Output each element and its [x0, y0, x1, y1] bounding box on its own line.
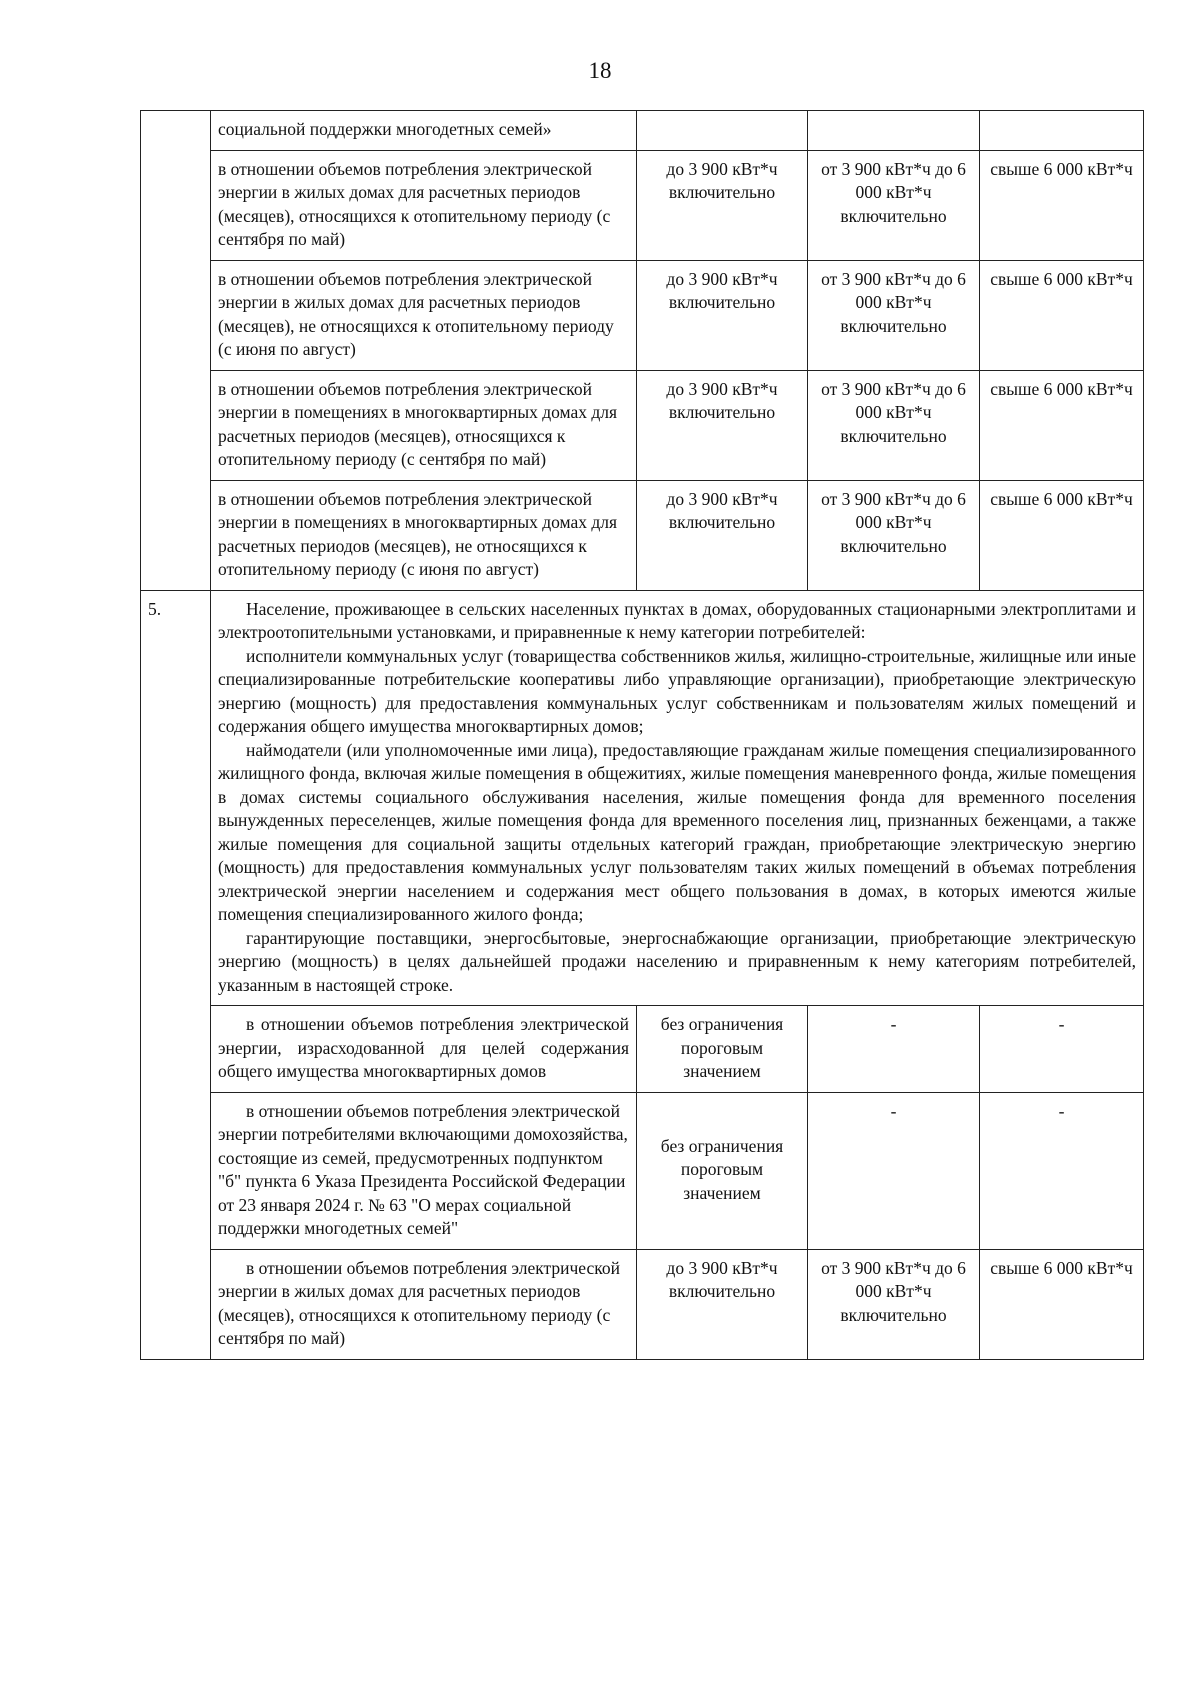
- tariff-table: [140, 110, 1144, 1360]
- section-paragraph: исполнители коммунальных услуг (товарищества собственников жилья, жилищно-строительные, жилищные или иные специализированные потребительские кооперативы либо управляющие организации), приобретающие электрическую энергию (мощность) для предоставления коммунальных услуг собственникам и пользователям жилых помещений и содержания общего имущества многоквартирных домов;: [218, 645, 1136, 736]
- table-row: [141, 480, 1144, 590]
- row-description: в отношении объемов потребления электрической энергии в помещениях в многоквартирных домах для расчетных периодов (месяцев), не относящихся к отопительному периоду (с июня по август): [211, 480, 637, 590]
- table-row: [141, 1092, 1144, 1249]
- table-row-continuation: [141, 111, 1144, 151]
- row-description: в отношении объемов потребления электрической энергии в помещениях в многоквартирных домах для расчетных периодов (месяцев), относящихся к отопительному периоду (с сентября по май): [211, 370, 637, 480]
- row-description: в отношении объемов потребления электрической энергии в жилых домах для расчетных периодов (месяцев), относящихся к отопительному периоду (с сентября по май): [211, 1249, 637, 1359]
- row-description: социальной поддержки многодетных семей»: [211, 111, 637, 151]
- value-cell-empty: [980, 111, 1144, 151]
- section-5-text: [211, 590, 1144, 1006]
- threshold-high: -: [980, 1092, 1144, 1249]
- threshold-low: до 3 900 кВт*ч включительно: [637, 1249, 808, 1359]
- threshold-low: без ограничения пороговым значением: [637, 1006, 808, 1093]
- threshold-mid: от 3 900 кВт*ч до 6 000 кВт*ч включительно: [808, 1249, 980, 1359]
- threshold-low: до 3 900 кВт*ч включительно: [637, 370, 808, 480]
- value-cell-empty: [637, 111, 808, 151]
- value-cell-empty: [808, 111, 980, 151]
- threshold-high: -: [980, 1006, 1144, 1093]
- section-paragraph: наймодатели (или уполномоченные ими лица), предоставляющие гражданам жилые помещения специализированного жилищного фонда, включая жилые помещения в общежитиях, жилые помещения маневренного фонда, жилые помещения в домах системы социального обслуживания населения, жилые помещения фонда для временного поселения вынужденных переселенцев, жилые помещения фонда для временного поселения лиц, признанных беженцами, а также жилые помещения для социальной защиты отдельных категорий граждан, приобретающие электрическую энергию (мощность) для предоставления коммунальных услуг пользователям таких жилых помещений в объемах потребления электрической энергии населением и содержания мест общего пользования в домах, в которых имеются жилые помещения специализированного жилого фонда;: [218, 739, 1136, 924]
- threshold-high: свыше 6 000 кВт*ч: [980, 150, 1144, 260]
- threshold-low: до 3 900 кВт*ч включительно: [637, 480, 808, 590]
- table-row: [141, 370, 1144, 480]
- table-row-section-5-header: [141, 590, 1144, 1006]
- table-row: [141, 1249, 1144, 1359]
- section-paragraph: Население, проживающее в сельских населенных пунктах в домах, оборудованных стационарными электроплитами и электроотопительными установками, и приравненные к нему категории потребителей:: [218, 598, 1136, 642]
- threshold-high: свыше 6 000 кВт*ч: [980, 260, 1144, 370]
- threshold-low: без ограничения пороговым значением: [637, 1092, 808, 1249]
- threshold-mid: от 3 900 кВт*ч до 6 000 кВт*ч включительно: [808, 480, 980, 590]
- section-paragraph: гарантирующие поставщики, энергосбытовые, энергоснабжающие организации, приобретающие электрическую энергию (мощность) в целях дальнейшей продажи населению и приравненным к нему категориям потребителей, указанным в настоящей строке.: [218, 927, 1136, 995]
- row-description: в отношении объемов потребления электрической энергии в жилых домах для расчетных периодов (месяцев), относящихся к отопительному периоду (с сентября по май): [211, 150, 637, 260]
- threshold-low: до 3 900 кВт*ч включительно: [637, 260, 808, 370]
- table-row: [141, 150, 1144, 260]
- row-description: в отношении объемов потребления электрической энергии в жилых домах для расчетных периодов (месяцев), не относящихся к отопительному периоду (с июня по август): [211, 260, 637, 370]
- threshold-mid: -: [808, 1092, 980, 1249]
- row-description: в отношении объемов потребления электрической энергии, израсходованной для целей содержания общего имущества многоквартирных домов: [211, 1006, 637, 1093]
- row-description: в отношении объемов потребления электрической энергии потребителями включающими домохозяйства, состоящие из семей, предусмотренных подпунктом "б" пункта 6 Указа Президента Российской Федерации от 23 января 2024 г. № 63 "О мерах социальной поддержки многодетных семей": [211, 1092, 637, 1249]
- threshold-mid: от 3 900 кВт*ч до 6 000 кВт*ч включительно: [808, 150, 980, 260]
- threshold-high: свыше 6 000 кВт*ч: [980, 1249, 1144, 1359]
- threshold-high: свыше 6 000 кВт*ч: [980, 480, 1144, 590]
- threshold-mid: от 3 900 кВт*ч до 6 000 кВт*ч включительно: [808, 260, 980, 370]
- row-number: 5.: [141, 590, 211, 1359]
- threshold-mid: -: [808, 1006, 980, 1093]
- threshold-mid: от 3 900 кВт*ч до 6 000 кВт*ч включительно: [808, 370, 980, 480]
- row-number-cell-empty: [141, 111, 211, 591]
- table-row: [141, 260, 1144, 370]
- page-number: 18: [588, 58, 612, 83]
- table-row: [141, 1006, 1144, 1093]
- threshold-high: свыше 6 000 кВт*ч: [980, 370, 1144, 480]
- threshold-low: до 3 900 кВт*ч включительно: [637, 150, 808, 260]
